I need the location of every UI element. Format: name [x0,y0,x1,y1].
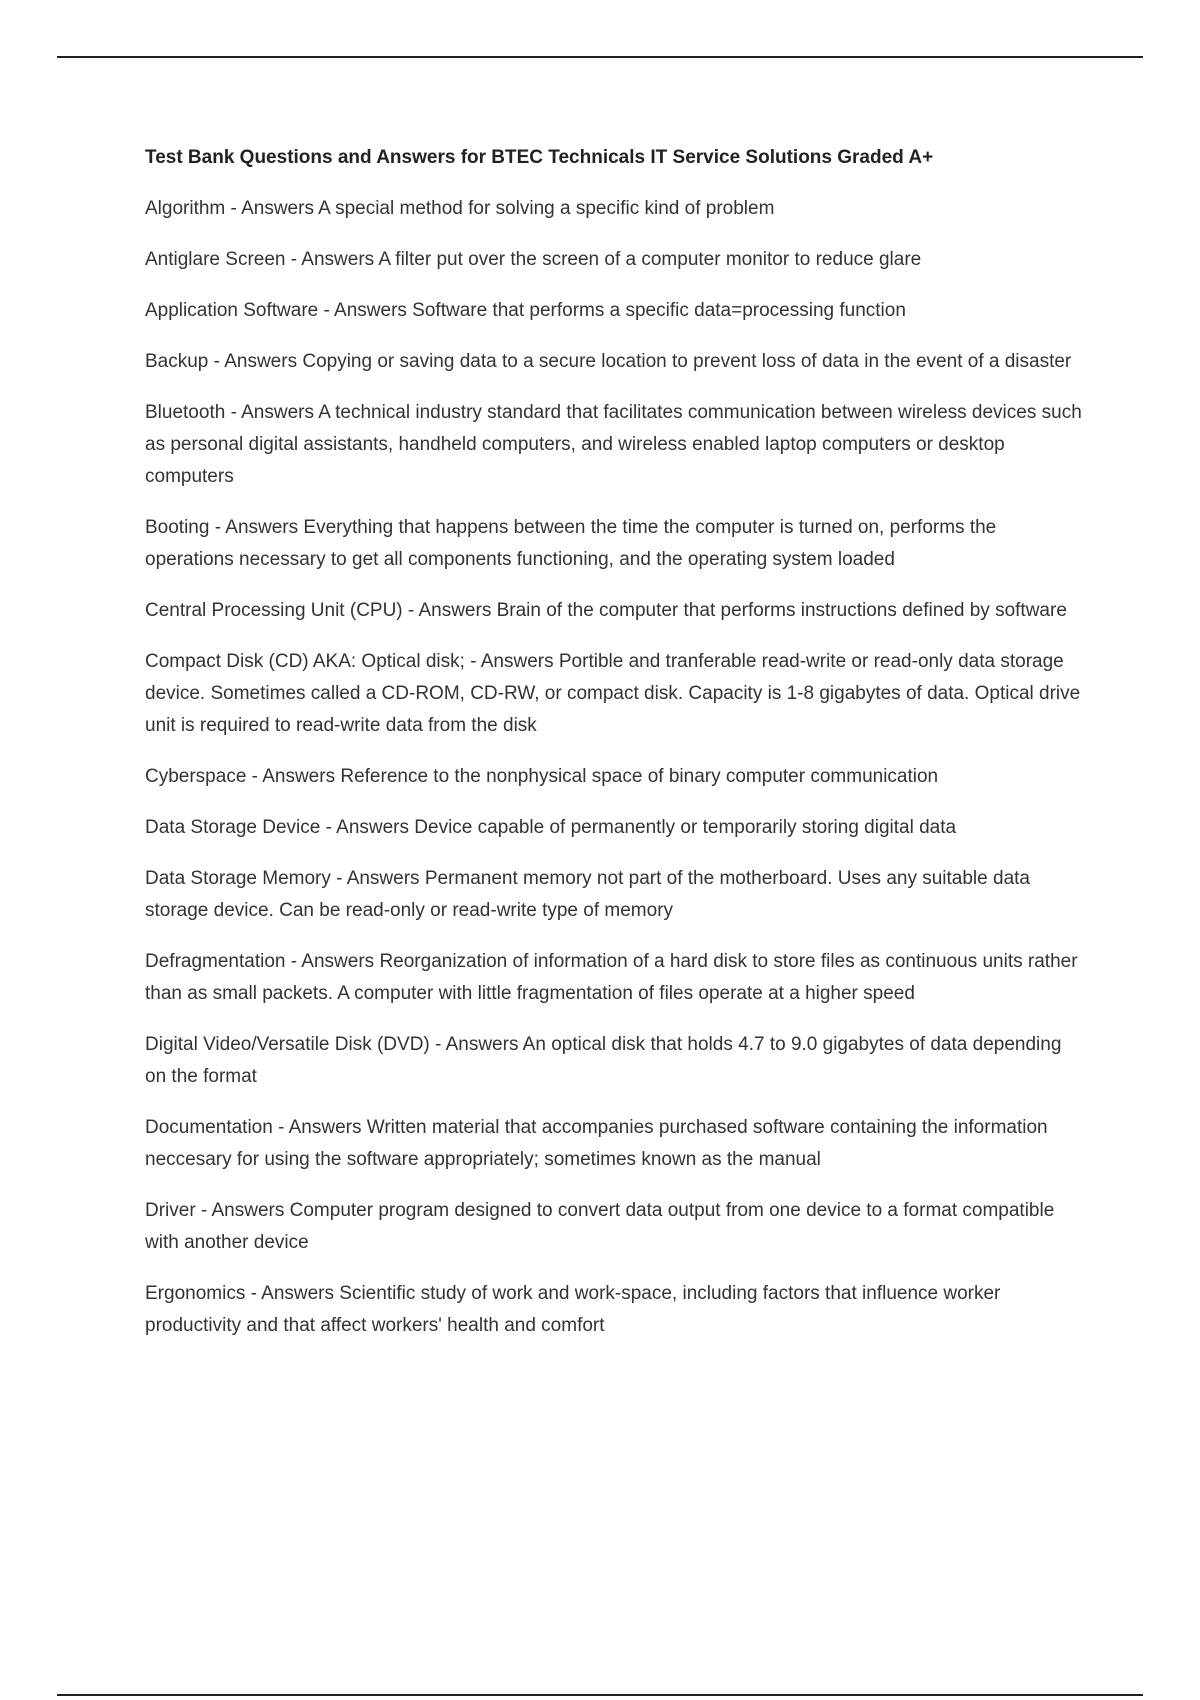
glossary-entry-bluetooth: Bluetooth - Answers A technical industry standard that facilitates communication between wireless devices such as personal digital assistants, handheld computers, and wireless enabled laptop computers or desktop computers [145,402,1082,487]
glossary-entry-booting: Booting - Answers Everything that happens between the time the computer is turned on, performs the operations necessary to get all components functioning, and the operating system loaded [145,517,997,570]
document-title: Test Bank Questions and Answers for BTEC Technicals IT Service Solutions Graded A+ [145,147,934,168]
glossary-entry-documentation: Documentation - Answers Written material that accompanies purchased software containing the information neccesary for using the software appropriately; sometimes known as the manual [145,1117,1048,1170]
glossary-entry-defragmentation: Defragmentation - Answers Reorganization of information of a hard disk to store files as continuous units rather than as small packets. A computer with little fragmentation of files operate at a higher speed [145,951,1078,1004]
glossary-entry-backup: Backup - Answers Copying or saving data to a secure location to prevent loss of data in the event of a disaster [145,351,1072,372]
header-divider [57,56,1143,58]
glossary-entry-data-storage-device: Data Storage Device - Answers Device capable of permanently or temporarily storing digital data [145,817,957,838]
glossary-entry-ergonomics: Ergonomics - Answers Scientific study of work and work-space, including factors that influence worker productivity and that affect workers' health and comfort [145,1283,1001,1336]
glossary-entry-application-software: Application Software - Answers Software that performs a specific data=processing function [145,300,906,321]
glossary-list [145,193,1085,1342]
glossary-entry-dvd: Digital Video/Versatile Disk (DVD) - Answers An optical disk that holds 4.7 to 9.0 gigabytes of data depending on the format [145,1034,1062,1087]
glossary-entry-antiglare-screen: Antiglare Screen - Answers A filter put over the screen of a computer monitor to reduce glare [145,249,922,270]
glossary-entry-algorithm: Algorithm - Answers A special method for solving a specific kind of problem [145,198,775,219]
glossary-entry-cyberspace: Cyberspace - Answers Reference to the nonphysical space of binary computer communication [145,766,939,787]
glossary-entry-driver: Driver - Answers Computer program designed to convert data output from one device to a format compatible with another device [145,1200,1055,1253]
glossary-entry-compact-disk: Compact Disk (CD) AKA: Optical disk; - Answers Portible and tranferable read-write or read-only data storage device. Sometimes called a CD-ROM, CD-RW, or compact disk. Capacity is 1-8 gigabytes of data. Optical drive unit is required to read-write data from the disk [145,651,1081,736]
glossary-entry-data-storage-memory: Data Storage Memory - Answers Permanent memory not part of the motherboard. Uses any suitable data storage device. Can be read-only or read-write type of memory [145,868,1030,921]
footer-divider [57,1694,1143,1696]
document-body [145,142,1085,1361]
glossary-entry-cpu: Central Processing Unit (CPU) - Answers Brain of the computer that performs instructions defined by software [145,600,1067,621]
